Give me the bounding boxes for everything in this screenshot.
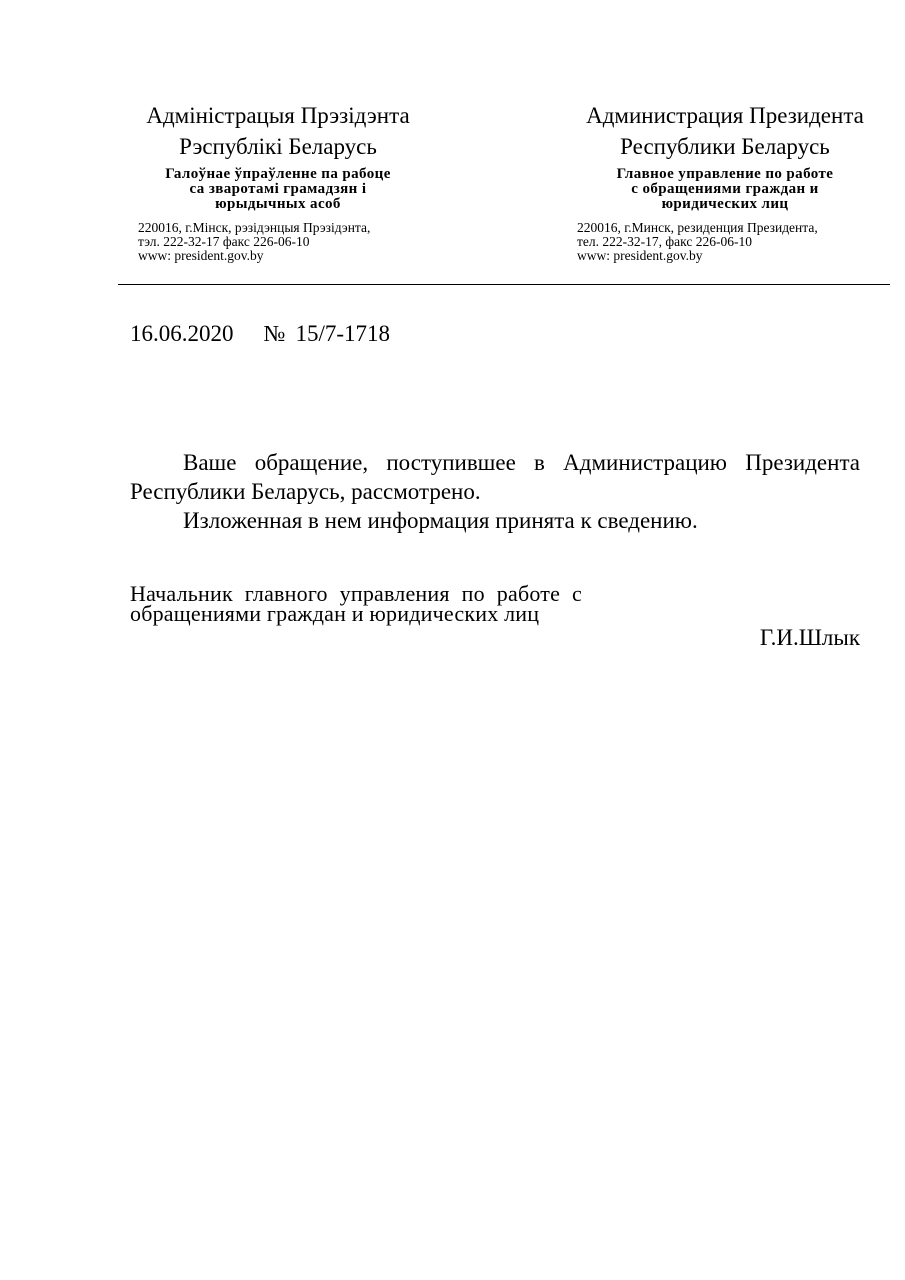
- document-reference: [130, 320, 390, 348]
- header-divider: [118, 284, 890, 285]
- org-title-ru-line2: Республики Беларусь: [620, 134, 830, 159]
- address-be-line: тэл. 222-32-17 факс 226-06-10: [138, 234, 310, 249]
- body-paragraph: Ваше обращение, поступившее в Администрацию Президента Республики Беларусь, рассмотрено.: [130, 450, 860, 504]
- address-ru: [570, 221, 880, 263]
- address-be: [128, 221, 428, 263]
- address-ru-line: 220016, г.Минск, резиденция Президента,: [577, 220, 818, 235]
- signatory-name: Г.И.Шлык: [759, 625, 860, 650]
- header-belarusian: [128, 100, 428, 263]
- document-date: 16.06.2020: [130, 321, 234, 346]
- org-title-be-line2: Рэспублікі Беларусь: [179, 134, 377, 159]
- signatory-position: Начальник главного управления по работе с обращениями граждан и юридических лиц: [130, 581, 582, 626]
- address-be-line: 220016, г.Мінск, рэзідэнцыя Прэзідэнта,: [138, 220, 371, 235]
- address-ru-line: тел. 222-32-17, факс 226-06-10: [577, 234, 752, 249]
- website-be: www: president.gov.by: [138, 248, 264, 263]
- website-ru: www: president.gov.by: [577, 248, 703, 263]
- department-be-line: са зваротамі грамадзян і: [189, 181, 367, 197]
- department-be-line: Галоўнае ўпраўленне па рабоце: [165, 166, 391, 182]
- department-ru: [570, 167, 880, 212]
- org-title-be-line1: Адміністрацыя Прэзідэнта: [146, 103, 410, 128]
- body-paragraph: Изложенная в нем информация принята к сведению.: [183, 508, 698, 533]
- org-title-ru-line1: Администрация Президента: [586, 103, 864, 128]
- document-number: 15/7-1718: [295, 321, 391, 346]
- letter-body: [130, 448, 860, 535]
- department-be-line: юрыдычных асоб: [215, 196, 341, 212]
- number-sign: №: [263, 321, 286, 346]
- header-russian: [570, 100, 880, 263]
- department-ru-line: с обращениями граждан и: [631, 181, 819, 197]
- department-ru-line: юридических лиц: [661, 196, 789, 212]
- department-ru-line: Главное управление по работе: [616, 166, 834, 182]
- department-be: [128, 167, 428, 212]
